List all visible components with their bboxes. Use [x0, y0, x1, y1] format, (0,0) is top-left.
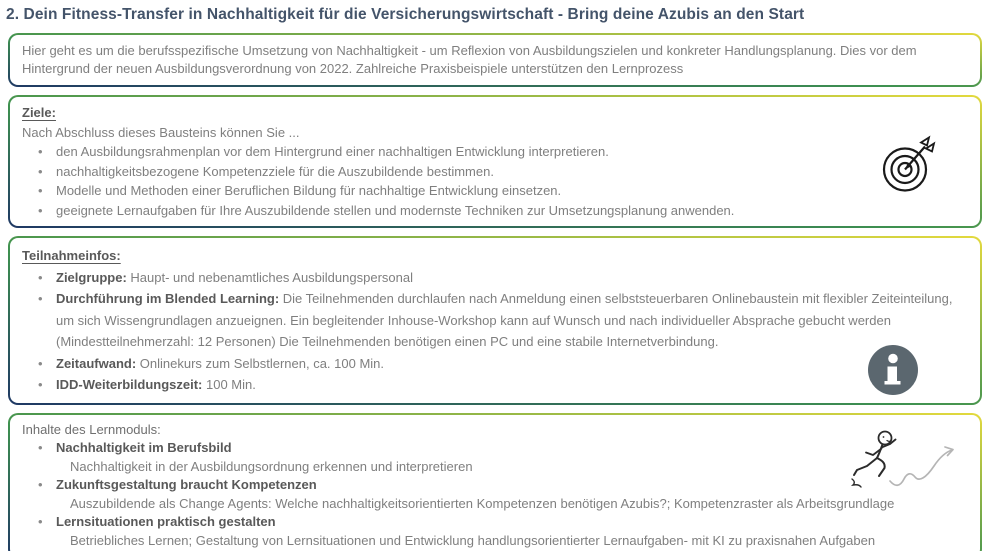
goal-item: • geeignete Lernaufgaben für Ihre Auszubildende stellen und modernste Techniken zur Umsetzungsplanung anwenden. [22, 201, 858, 221]
content-item: • Zukunftsgestaltung braucht Kompetenzen [22, 476, 968, 495]
target-icon [880, 133, 936, 195]
contents-heading: Inhalte des Lernmoduls: [22, 421, 161, 437]
content-item-detail: Betriebliches Lernen; Gestaltung von Lernsituationen und Entwicklung handlungsorientierter Lernaufgaben- mit KI zu praxisnahen Aufgaben [70, 533, 876, 549]
content-item: • Lernsituationen praktisch gestalten [22, 513, 968, 532]
goal-item: • nachhaltigkeitsbezogene Kompetenzziele für die Auszubildende bestimmen. [22, 162, 858, 182]
goal-item: • den Ausbildungsrahmenplan vor dem Hintergrund einer nachhaltigen Entwicklung interpretieren. [22, 142, 858, 162]
goals-heading: Ziele: [22, 105, 56, 120]
goals-box [8, 95, 982, 228]
intro-box [8, 33, 982, 87]
content-item: • Nachhaltigkeit im Berufsbild [22, 439, 968, 458]
info-icon [868, 345, 918, 395]
runner-arrow-icon [848, 427, 960, 489]
content-item-detail: Nachhaltigkeit in der Ausbildungsordnung erkennen und interpretieren [70, 458, 473, 474]
participation-heading: Teilnahmeinfos: [22, 248, 121, 263]
participation-item: • Zeitaufwand: Onlinekurs zum Selbstlernen, ca. 100 Min. [22, 353, 968, 375]
content-item-detail: Auszubildende als Change Agents: Welche nachhaltigkeitsorientierten Kompetenzen benötigen Azubis?; Kompetenzraster als Arbeitsgrundlage [70, 495, 895, 511]
participation-item: • Durchführung im Blended Learning: Die Teilnehmenden durchlaufen nach Anmeldung einen selbststeuerbaren Onlinebaustein mit flexibler Zeiteinteilung, um sich Wissengrundlagen anzueignen. Ein begleitender Inhouse-Workshop kann auf Wunsch und nach individueller Absprache gebucht werden (Mindestteilnehmerzahl: 12 Personen) Die Teilnehmenden benötigen einen PC und eine stabile Internetverbindung. [22, 288, 968, 353]
intro-text: Hier geht es um die berufsspezifische Umsetzung von Nachhaltigkeit - um Reflexion von Ausbildungszielen und konkreter Handlungsplanung. Dies vor dem Hintergrund der neuen Ausbildungsverordnung von 2022. Zahlreiche Praxisbeispiele unterstützen den Lernprozess [22, 43, 917, 76]
goals-lead: Nach Abschluss dieses Bausteins können Sie ... [22, 124, 300, 140]
goal-item: • Modelle und Methoden einer Beruflichen Bildung für nachhaltige Entwicklung einsetzen. [22, 181, 858, 201]
participation-box [8, 236, 982, 405]
page-title: 2. Dein Fitness-Transfer in Nachhaltigkeit für die Versicherungswirtschaft - Bring deine Azubis an den Start [6, 6, 805, 23]
contents-box [8, 413, 982, 551]
participation-item: • IDD-Weiterbildungszeit: 100 Min. [22, 374, 968, 396]
participation-item: • Zielgruppe: Haupt- und nebenamtliches Ausbildungspersonal [22, 267, 968, 289]
